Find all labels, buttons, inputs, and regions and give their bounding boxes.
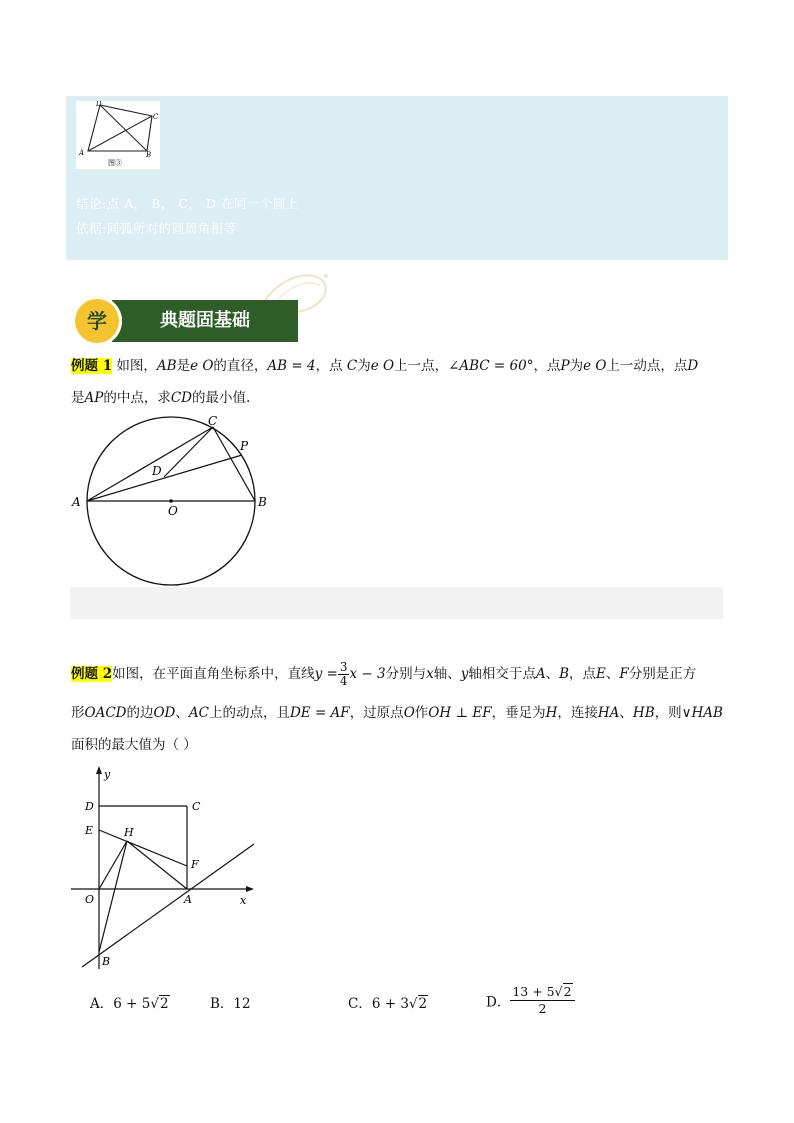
- text: 上的动点，且: [208, 705, 290, 721]
- option-d[interactable]: [486, 984, 575, 1017]
- fig3-label-C: C: [153, 113, 159, 121]
- example-2-line-1: [71, 658, 731, 690]
- text: 作: [414, 705, 429, 721]
- math: C: [346, 358, 358, 374]
- math: H: [545, 705, 558, 721]
- text: ，点: [533, 358, 561, 374]
- fig2-label-D: D: [85, 800, 94, 813]
- example-1-figure: [66, 412, 276, 592]
- text: 、: [175, 705, 189, 721]
- math: E: [596, 666, 606, 682]
- fig1-label-C: C: [208, 414, 218, 428]
- text: ，垂足为: [491, 705, 546, 721]
- math: HB: [632, 705, 655, 721]
- text: 面积的最大值为（ ）: [71, 737, 197, 753]
- math: B: [559, 666, 570, 682]
- option-d-denominator: 2: [538, 1001, 547, 1016]
- option-d-numerator: 13 + 5: [512, 984, 555, 999]
- math: P: [560, 358, 570, 374]
- answer-space: [70, 587, 723, 619]
- segment-EF: [99, 830, 187, 866]
- fig1-label-P: P: [240, 439, 249, 453]
- conclusion-text: 结论:点 A， B， C， D 在同一个圆上: [76, 196, 299, 211]
- fig2-label-O: O: [85, 893, 95, 906]
- option-b-value: 12: [233, 996, 251, 1012]
- math: OH ⊥ EF: [428, 705, 492, 721]
- option-b-label: B．: [210, 996, 234, 1012]
- math: AB = 4: [267, 358, 316, 374]
- x-axis-arrow: [246, 886, 254, 892]
- math: A: [535, 666, 546, 682]
- text: 是: [176, 358, 191, 374]
- fig3-label-D: D: [96, 101, 102, 108]
- text: ，过原点: [349, 705, 404, 721]
- section-badge-text: 学: [87, 309, 107, 333]
- option-a-value: 6 + 5: [113, 996, 151, 1012]
- math: e O: [190, 358, 214, 374]
- example-1-line-2: [71, 382, 731, 414]
- option-d-fraction: $\frac{13 + 5√2}{2}$: [510, 984, 574, 1017]
- fig2-label-H: H: [124, 826, 134, 839]
- section-badge: [72, 296, 122, 346]
- math: D: [687, 358, 699, 374]
- text: 分别与: [385, 666, 427, 682]
- text: 形: [71, 705, 85, 721]
- example-2-line-3: [71, 729, 731, 761]
- option-c-radicand: 2: [418, 996, 428, 1012]
- segment-OH: [99, 841, 127, 889]
- fig2-label-y: y: [104, 768, 111, 781]
- text: ，连接: [557, 705, 598, 721]
- math: e O: [370, 358, 395, 374]
- fig1-label-O: O: [168, 504, 178, 518]
- fig1-label-D: D: [152, 464, 162, 478]
- math: DE = AF: [289, 705, 350, 721]
- chord-AP: [87, 455, 242, 501]
- option-c-value: 6 + 3: [371, 996, 409, 1012]
- text: 如图，: [112, 358, 157, 374]
- text: 如图，在平面直角坐标系中，直线: [112, 666, 315, 682]
- basis-text: 依据:同弧所对的圆周角相等: [76, 221, 237, 236]
- text: ，则: [654, 705, 682, 721]
- segment-HB: [99, 841, 127, 952]
- fig3-caption: 图③: [108, 159, 122, 167]
- text: 轴相交于点: [468, 666, 536, 682]
- text: 为: [569, 358, 584, 374]
- section-title: 典题固基础: [160, 310, 250, 331]
- text: 的边: [126, 705, 154, 721]
- denominator: 4: [339, 674, 348, 688]
- example-1-line-1: [71, 350, 731, 382]
- chord-AC: [87, 427, 213, 501]
- line-AB: [82, 844, 254, 967]
- text: 分别是正方: [628, 666, 697, 682]
- option-a-radicand: 2: [159, 996, 169, 1012]
- example-1-tag: 例题 1: [71, 358, 113, 374]
- math: ∨HAB: [681, 705, 723, 721]
- option-c[interactable]: C．6 + 3√2: [348, 996, 428, 1012]
- math: y =: [314, 666, 338, 682]
- option-a[interactable]: A．6 + 5√2: [90, 996, 169, 1012]
- math: CD: [170, 390, 192, 406]
- text: 、: [605, 666, 620, 682]
- fraction-3-4: [338, 661, 350, 688]
- figure-3-diagram: [76, 101, 160, 169]
- math: y: [460, 666, 469, 682]
- text: 上一点，: [394, 358, 449, 374]
- segment-HA: [127, 841, 187, 889]
- figure-3-thumbnail: [76, 101, 160, 169]
- y-axis-arrow: [96, 766, 102, 774]
- option-d-radicand: 2: [563, 984, 572, 999]
- math: e O: [583, 358, 607, 374]
- math: x − 3: [349, 666, 386, 682]
- chord-CB: [213, 427, 255, 501]
- option-a-label: A．: [90, 996, 114, 1012]
- example-2-figure: [66, 764, 266, 974]
- text: ，点: [569, 666, 597, 682]
- section-title-bar: [112, 300, 298, 342]
- fig2-label-A: A: [184, 893, 192, 906]
- math: F: [619, 666, 629, 682]
- text: 、: [545, 666, 560, 682]
- fig2-label-F: F: [191, 858, 199, 871]
- option-c-label: C．: [348, 996, 372, 1012]
- math: OD: [153, 705, 176, 721]
- text: 的最小值.: [192, 390, 251, 406]
- text: 的中点，求: [103, 390, 171, 406]
- math: HA: [597, 705, 620, 721]
- math: AB: [156, 358, 177, 374]
- fig1-label-B: B: [258, 495, 267, 509]
- fig2-label-B: B: [102, 955, 111, 968]
- math: OACD: [84, 705, 127, 721]
- option-d-label: D．: [486, 994, 511, 1011]
- math: AC: [188, 705, 209, 721]
- text: 、: [619, 705, 633, 721]
- fig2-label-C: C: [192, 800, 201, 813]
- fig3-label-A: A: [79, 149, 85, 157]
- fig2-label-E: E: [85, 824, 94, 837]
- numerator: 3: [339, 660, 348, 674]
- math: AP: [84, 390, 104, 406]
- text: 是: [71, 390, 85, 406]
- math: x: [426, 666, 434, 682]
- fig1-label-A: A: [72, 495, 81, 509]
- text: 为: [357, 358, 371, 374]
- math: O: [403, 705, 415, 721]
- option-b[interactable]: [210, 992, 251, 1012]
- example-2-line-2: [71, 697, 731, 729]
- example-2-tag: 例题 2: [71, 666, 113, 682]
- text: 上一动点，点: [606, 358, 688, 374]
- math: ∠ABC = 60°: [448, 358, 534, 374]
- text: 的直径，: [213, 358, 268, 374]
- fig2-label-x: x: [240, 894, 247, 907]
- center-point: [169, 499, 173, 503]
- text: 轴、: [433, 666, 461, 682]
- text: ，点: [315, 358, 347, 374]
- fig3-label-B: B: [146, 151, 152, 159]
